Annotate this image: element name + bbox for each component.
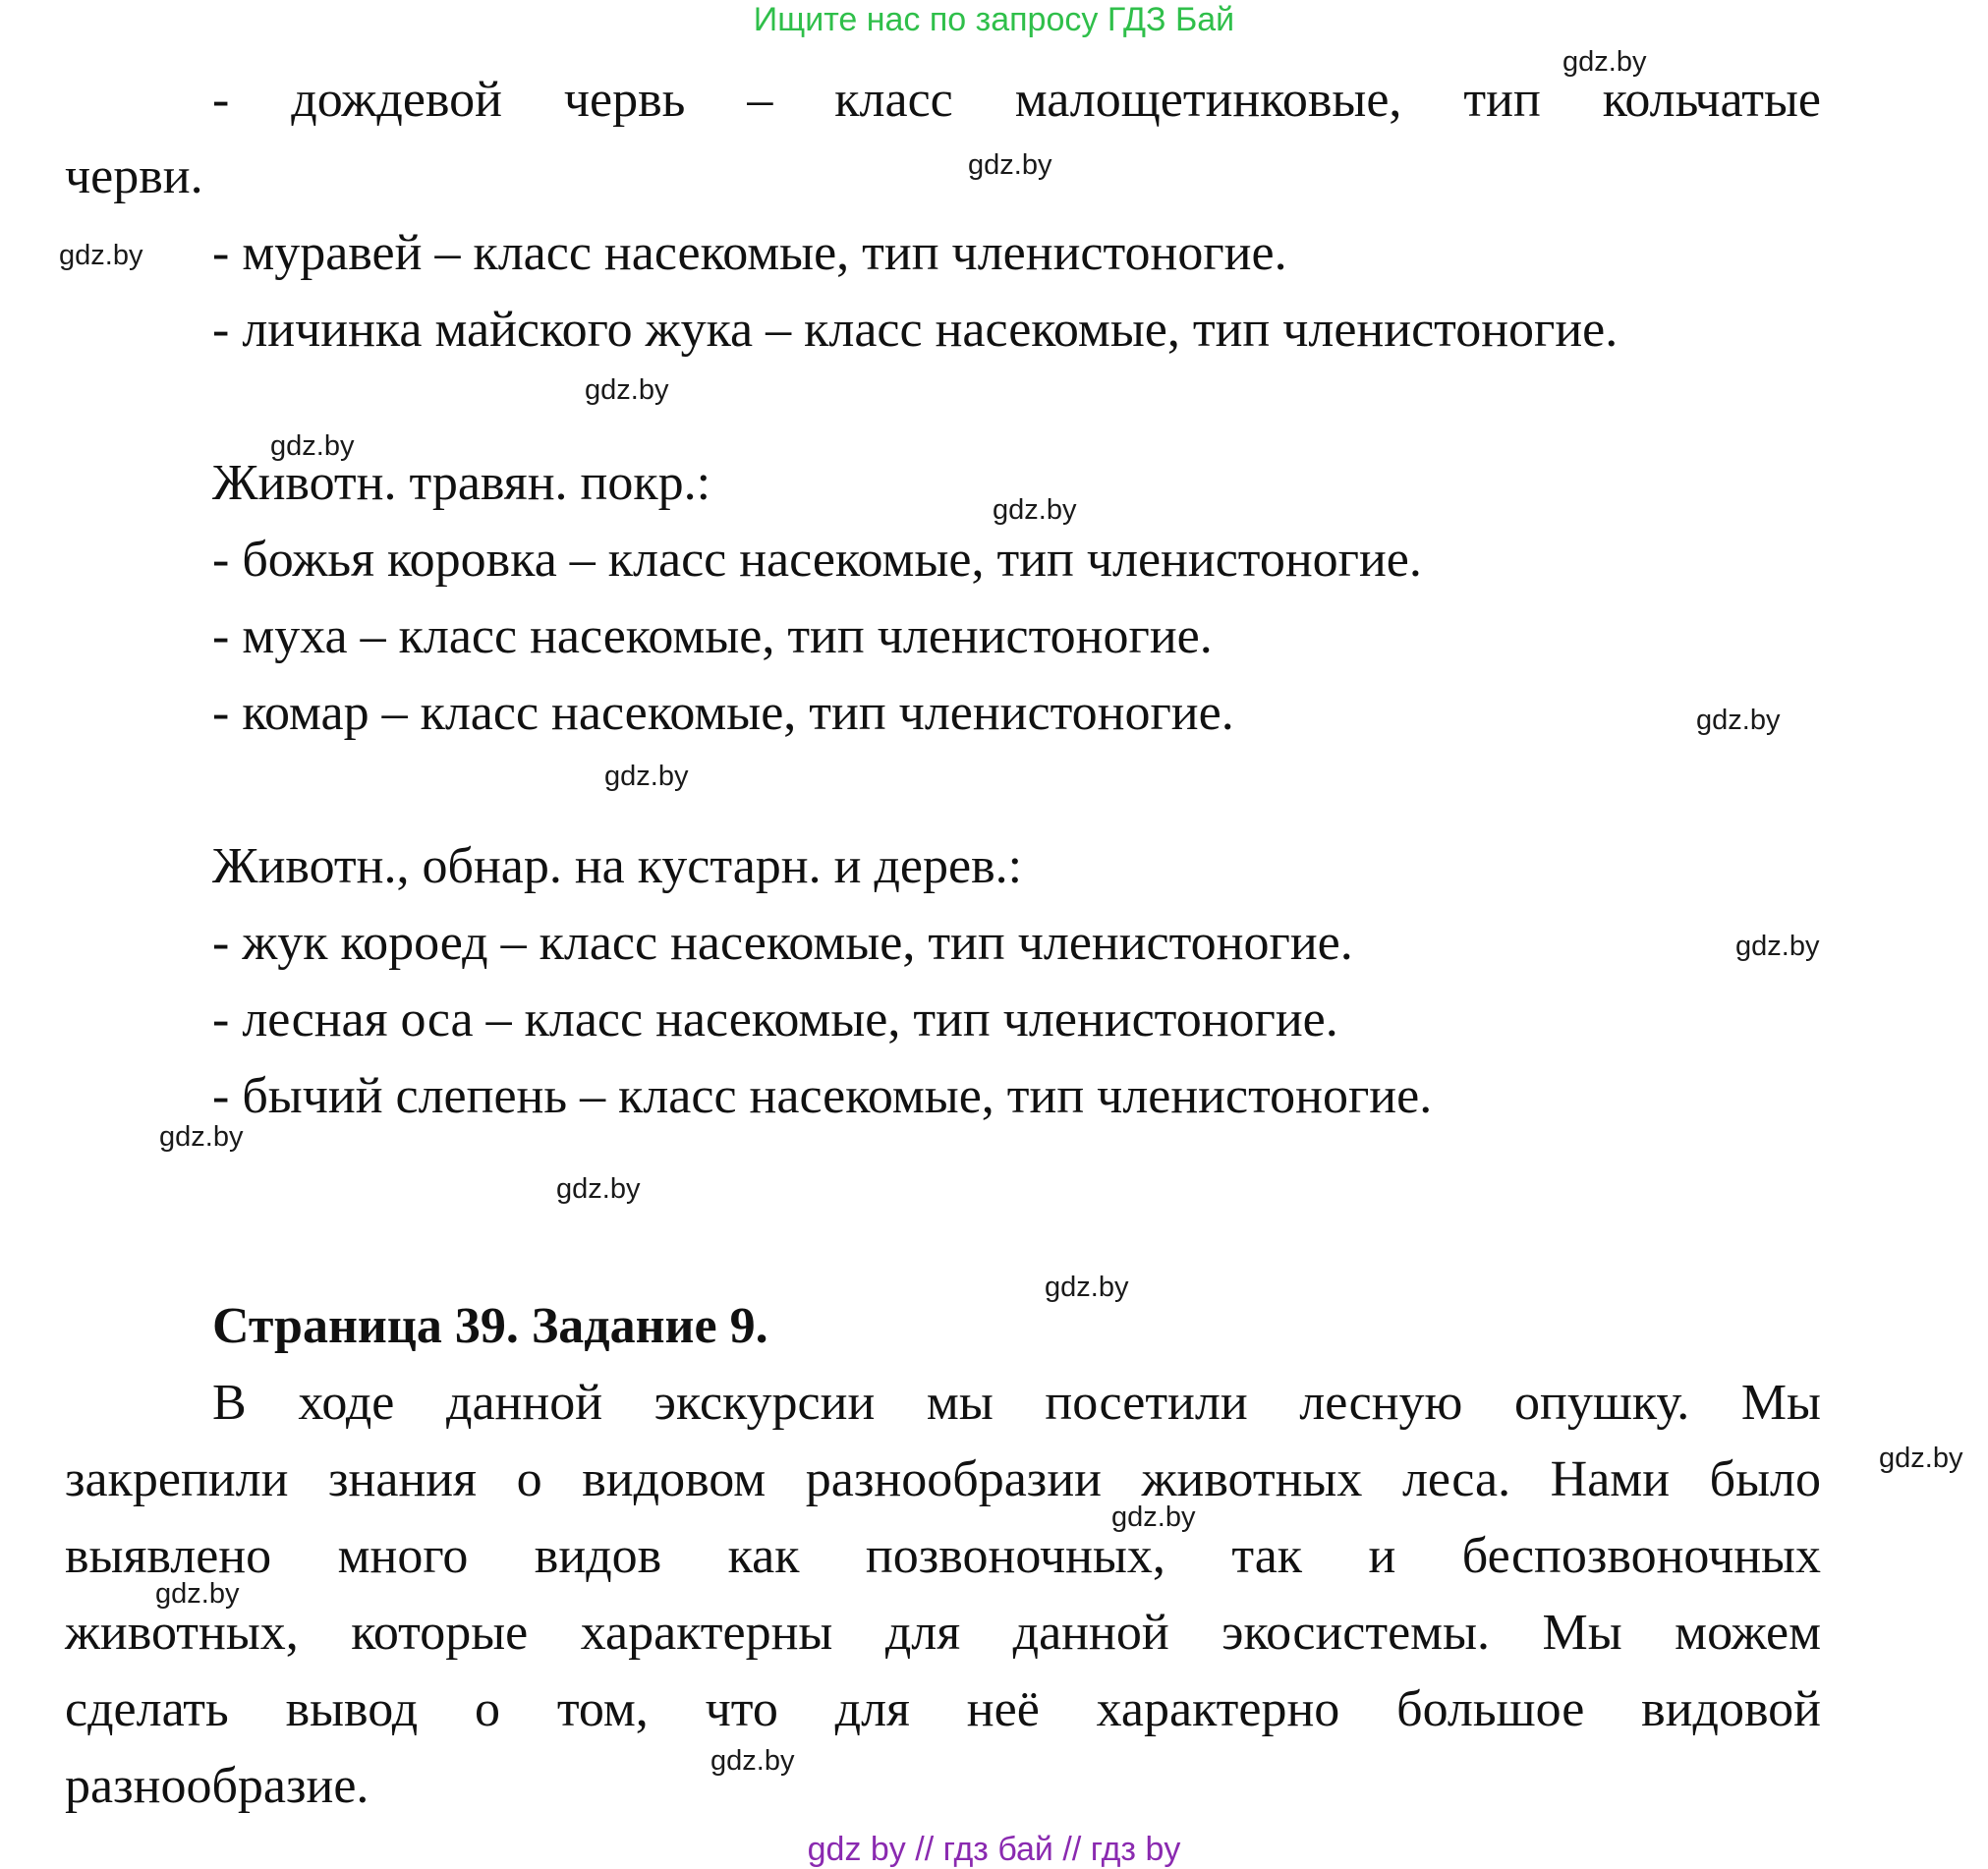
watermark: gdz.by [968,149,1052,181]
text-line-ant: - муравей – класс насекомые, тип членистоногие. [212,225,1287,281]
task-paragraph-line-6: разнообразие. [65,1758,369,1814]
watermark: gdz.by [1111,1501,1196,1533]
watermark: gdz.by [1879,1443,1963,1474]
section-header-shrubs: Животн., обнар. на кустарн. и дерев.: [212,838,1023,894]
watermark: gdz.by [993,494,1077,526]
watermark: gdz.by [556,1173,641,1205]
footer-watermark: gdz by // гдз бай // гдз by [807,1831,1181,1868]
task-paragraph-line-5: сделать вывод о том, что для неё характерно большое видовой [65,1681,1821,1737]
task-paragraph-line-2: закрепили знания о видовом разнообразии животных леса. Нами было [65,1451,1821,1507]
watermark: gdz.by [270,430,355,462]
watermark: gdz.by [155,1578,240,1610]
watermark: gdz.by [59,240,143,271]
watermark: gdz.by [585,374,669,406]
watermark: gdz.by [159,1121,244,1153]
task-paragraph-line-3: выявлено много видов как позвоночных, так и беспозвоночных [65,1528,1821,1584]
text-line-beetle-larva: - личинка майского жука – класс насекомые, тип членистоногие. [212,302,1619,358]
watermark: gdz.by [1562,46,1647,78]
list-item-bark-beetle: - жук короед – класс насекомые, тип членистоногие. [212,915,1353,971]
watermark: gdz.by [1045,1272,1129,1303]
watermark: gdz.by [1696,705,1781,736]
text-line-earthworm-cont: черви. [65,148,203,204]
list-item-horsefly: - бычий слепень – класс насекомые, тип членистоногие. [212,1068,1433,1124]
text-line-earthworm: - дождевой червь – класс малощетинковые, тип кольчатые [212,72,1821,128]
task-heading: Страница 39. Задание 9. [212,1298,768,1354]
list-item-mosquito: - комар – класс насекомые, тип членистоногие. [212,685,1234,741]
section-header-grass: Животн. травян. покр.: [212,455,711,511]
top-banner: Ищите нас по запросу ГДЗ Бай [753,1,1235,38]
watermark: gdz.by [710,1745,795,1777]
list-item-forest-wasp: - лесная оса – класс насекомые, тип членистоногие. [212,991,1338,1048]
list-item-ladybug: - божья коровка – класс насекомые, тип членистоногие. [212,532,1422,588]
watermark: gdz.by [604,761,689,792]
list-item-fly: - муха – класс насекомые, тип членистоногие. [212,608,1213,664]
task-paragraph-line-1: В ходе данной экскурсии мы посетили лесную опушку. Мы [212,1375,1821,1431]
watermark: gdz.by [1735,931,1820,962]
task-paragraph-line-4: животных, которые характерны для данной экосистемы. Мы можем [65,1605,1821,1661]
